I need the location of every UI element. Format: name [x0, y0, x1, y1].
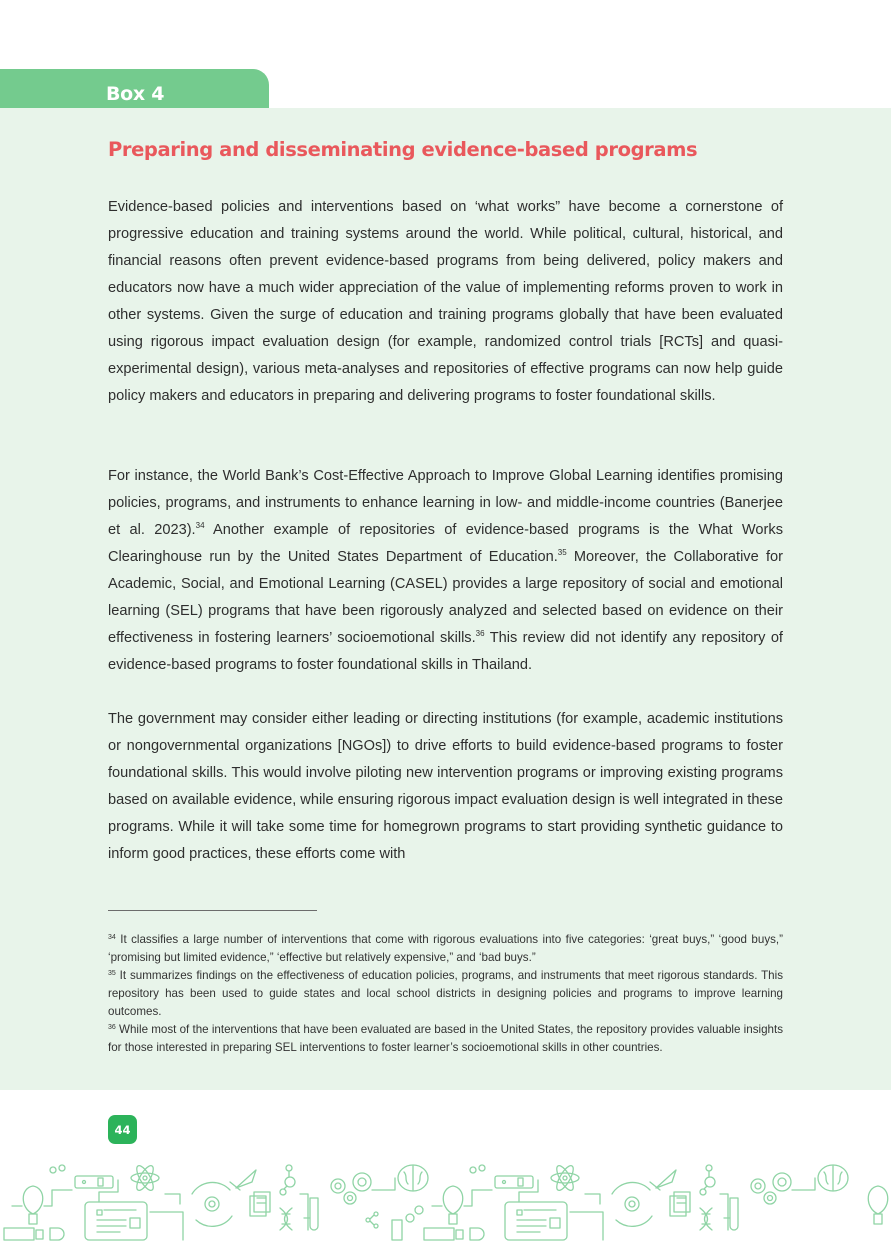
footnote-text: While most of the interventions that have been evaluated are based in the United States, the repository provides valuable insights for those interested in preparing SEL interventions to foster learner’s socioemotional skills in other countries. [108, 1023, 783, 1054]
gears-icon [470, 1165, 485, 1173]
box-title: Preparing and disseminating evidence-based programs [108, 138, 698, 161]
footnote-ref-36[interactable]: 36 [475, 629, 485, 638]
footnote-35 [108, 967, 783, 1021]
gears-icon [331, 1173, 371, 1204]
atom-icon [131, 1163, 159, 1192]
lightbulb-icon [12, 1186, 72, 1224]
footnote-divider [108, 910, 317, 911]
dna-icon [700, 1208, 712, 1230]
dna-icon [280, 1208, 292, 1230]
brain-icon [792, 1165, 848, 1191]
footnote-number: 34 [108, 934, 116, 941]
footnote-ref-35[interactable]: 35 [557, 548, 567, 557]
paragraph-2 [108, 463, 783, 679]
paragraph-text: Another example of repositories of evidence-based programs is the What Works Clearinghouse run by the United States Department of Education. [108, 522, 783, 565]
tablet-icon [505, 1180, 603, 1240]
footnote-36 [108, 1021, 783, 1057]
test-tube-icon [720, 1194, 738, 1230]
box-tab [0, 69, 269, 111]
paragraph-text: Moreover, the Collaborative for Academic, Social, and Emotional Learning (CASEL) provides a large repository of social and emotional learning (SEL) programs that have been rigorously analyzed and selected based on evidence on their effectiveness in fostering learners’ socioemotional skills. [108, 549, 783, 646]
footnote-34 [108, 931, 783, 967]
gears-icon [751, 1173, 791, 1204]
gear-orbit-icon [165, 1182, 232, 1226]
footnote-text: It summarizes findings on the effectiveness of education policies, programs, and instruments that meet rigorous standards. This repository has been used to guide states and local school districts in designing policies and programs to improve learning outcomes. [108, 969, 783, 1018]
paragraph-3 [108, 706, 783, 868]
paragraph-text: Evidence-based policies and interventions based on ‘what works” have become a cornerstone of progressive education and training systems around the world. While political, cultural, historical, and financial reasons often prevent evidence-based programs from being delivered, policy makers and educators now have a much wider appreciation of the value of implementing reforms proven to work in other systems. Given the surge of education and training programs globally that have been evaluated using rigorous impact evaluation design (for example, randomized control trials [RCTs] and quasi-experimental design), various meta-analyses and repositories of effective programs can now help guide policy makers and educators in preparing and delivering programs to foster foundational skills. [108, 199, 783, 404]
footnote-text: It classifies a large number of interventions that come with rigorous evaluations into five categories: ‘great buys,” ‘good buys,” ‘promising but limited evidence,” ‘effective but relatively expensive,” and ‘bad buys.” [108, 933, 783, 964]
usb-drive-icon [4, 1176, 113, 1240]
molecule-icon [700, 1165, 715, 1195]
gears-icon [50, 1165, 65, 1173]
footer-tile-1 [4, 1163, 428, 1240]
lightbulb-icon [432, 1186, 492, 1224]
atom-icon [551, 1163, 579, 1192]
documents-icon [670, 1192, 690, 1216]
paragraph-text: This review did not identify any repository of evidence-based programs to foster foundational skills in Thailand. [108, 630, 783, 673]
lightbulb-icon [868, 1186, 888, 1224]
documents-icon [250, 1192, 270, 1216]
network-icon [366, 1206, 423, 1240]
paragraph-text: For instance, the World Bank’s Cost-Effective Approach to Improve Global Learning identifies promising policies, programs, and instruments to enhance learning in low- and middle-income countries (Banerjee et al. 2023). [108, 468, 783, 538]
brain-icon [372, 1165, 428, 1191]
page-number-badge: 44 [108, 1115, 137, 1144]
paragraph-text: The government may consider either leading or directing institutions (for example, academic institutions or nongovernmental organizations [NGOs]) to drive efforts to build evidence-based programs to foster foundational skills. This would involve piloting new intervention programs or improving existing programs based on available evidence, while ensuring rigorous impact evaluation design is well integrated in these programs. While it will take some time for homegrown programs to start providing synthetic guidance to inform good practices, these efforts come with [108, 711, 783, 862]
paragraph-1 [108, 194, 783, 410]
footnotes [108, 931, 783, 1057]
footnote-ref-34[interactable]: 34 [195, 521, 205, 530]
test-tube-icon [300, 1194, 318, 1230]
usb-drive-icon [424, 1176, 533, 1240]
tablet-icon [85, 1180, 183, 1240]
footer-tile-2 [424, 1163, 888, 1240]
molecule-icon [280, 1165, 295, 1195]
footnote-number: 35 [108, 970, 116, 977]
footer-decoration [0, 1158, 891, 1242]
rocket-icon [230, 1170, 256, 1190]
rocket-icon [650, 1170, 676, 1190]
footnote-number: 36 [108, 1024, 116, 1031]
box-label: Box 4 [106, 83, 165, 105]
gear-orbit-icon [585, 1182, 652, 1226]
